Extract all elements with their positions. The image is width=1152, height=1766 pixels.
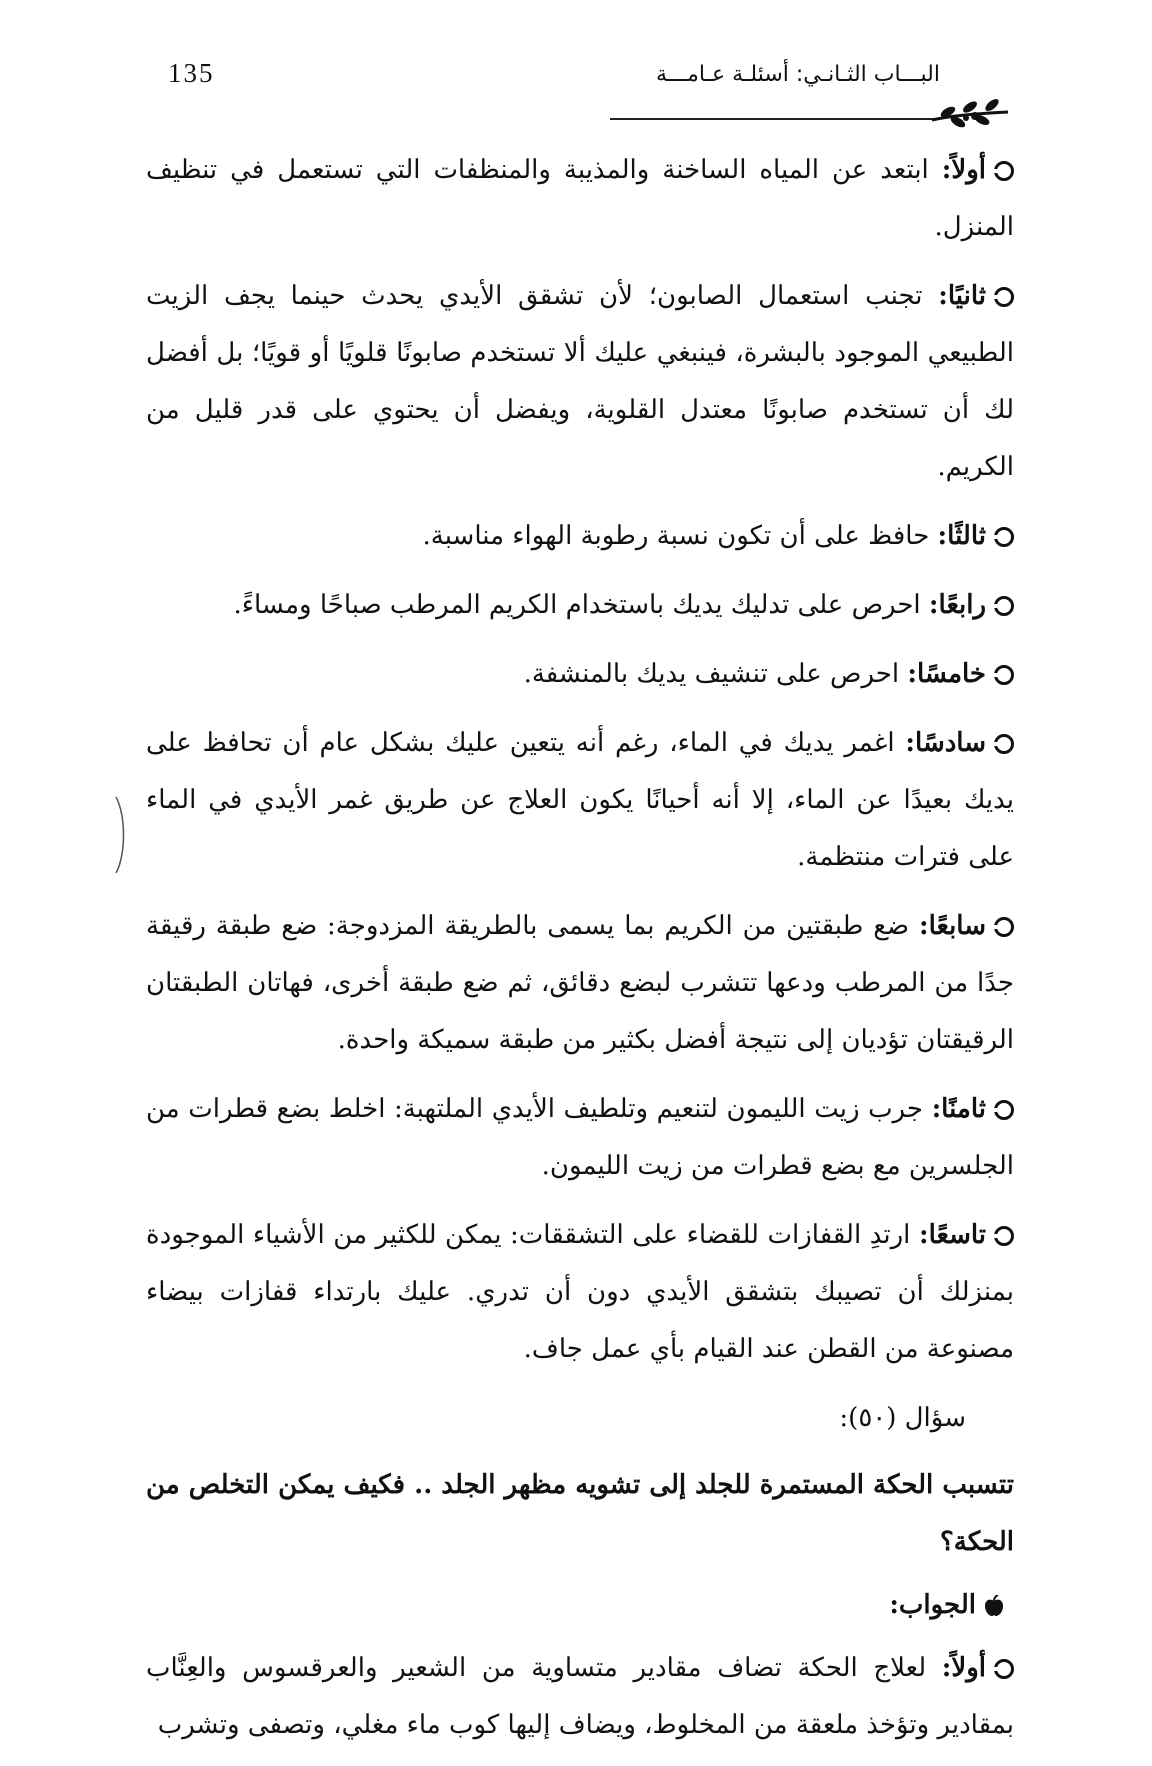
c-bullet-icon [994, 734, 1014, 754]
tip-text: احرص على تدليك يديك باستخدام الكريم المرطب صباحًا ومساءً. [233, 590, 921, 620]
tip-lead: تاسعًا: [919, 1220, 987, 1250]
apple-icon [984, 1595, 1004, 1617]
tip-paragraph [146, 646, 1014, 703]
tip-paragraph [146, 508, 1014, 565]
tip-text: حافظ على أن تكون نسبة رطوبة الهواء مناسبة. [422, 521, 930, 551]
tip-lead: أولاً: [941, 155, 987, 185]
tip-text: ابتعد عن المياه الساخنة والمذيبة والمنظفات التي تستعمل في تنظيف المنزل. [146, 155, 1014, 242]
tip-text: لعلاج الحكة تضاف مقادير متساوية من الشعير والعرقسوس والعِنَّاب بمقادير وتؤخذ ملعقة من المخلوط، ويضاف إليها كوب ماء مغلي، وتصفى وتشرب [146, 1653, 1014, 1740]
c-bullet-icon [994, 161, 1014, 181]
question-label: سؤال (٥٠): [839, 1403, 966, 1433]
c-bullet-icon [994, 527, 1014, 547]
page-content [146, 142, 1014, 1766]
c-bullet-icon [994, 917, 1014, 937]
tips-list-2 [146, 1640, 1014, 1754]
c-bullet-icon [994, 1659, 1014, 1679]
answer-label: الجواب: [889, 1590, 976, 1620]
tip-lead: ثالثًا: [937, 521, 986, 551]
tip-paragraph [146, 898, 1014, 1069]
tip-lead: أولاً: [941, 1653, 986, 1683]
question-text: تتسبب الحكة المستمرة للجلد إلى تشويه مظهر الجلد .. فكيف يمكن التخلص من الحكة؟ [146, 1470, 1014, 1557]
c-bullet-icon [994, 596, 1014, 616]
tip-lead: ثانيًا: [938, 281, 987, 311]
tip-text: اغمر يديك في الماء، رغم أنه يتعين عليك بشكل عام أن تحافظ على يديك بعيدًا عن الماء، إلا أنه أحيانًا يكون العلاج عن طريق غمر الأيدي في الماء على فترات منتظمة. [146, 728, 1014, 872]
tip-lead: سادسًا: [905, 728, 987, 758]
tip-paragraph [146, 1081, 1014, 1195]
tip-paragraph [146, 268, 1014, 496]
tip-text: ارتدِ القفازات للقضاء على التشققات: يمكن للكثير من الأشياء الموجودة بمنزلك أن تصيبك بتشقق الأيدي دون أن تدري. عليك بارتداء قفازات بيضاء مصنوعة من القطن عند القيام بأي عمل جاف. [146, 1220, 1014, 1364]
answer-heading [146, 1577, 1004, 1634]
margin-bracket-mark [112, 795, 132, 875]
tip-text: تجنب استعمال الصابون؛ لأن تشقق الأيدي يحدث حينما يجف الزيت الطبيعي الموجود بالبشرة، فينبغي عليك ألا تستخدم صابونًا قلويًا أو قويًا؛ بل أفضل لك أن تستخدم صابونًا معتدل القلوية، ويفضل أن يحتوي على قدر قليل من الكريم. [146, 281, 1014, 482]
tip-paragraph [146, 1640, 1014, 1754]
c-bullet-icon [994, 287, 1014, 307]
tip-paragraph [146, 142, 1014, 256]
tip-lead: ثامنًا: [931, 1094, 987, 1124]
tip-paragraph [146, 1207, 1014, 1378]
tip-paragraph [146, 715, 1014, 886]
tip-lead: سابعًا: [919, 911, 987, 941]
tip-text: ضع طبقتين من الكريم بما يسمى بالطريقة المزدوجة: ضع طبقة رقيقة جدًا من المرطب ودعها تتشرب لبضع دقائق، ثم ضع طبقة أخرى، فهاتان الطبقتان الرقيقتان تؤديان إلى نتيجة أفضل بكثير من طبقة سميكة واحدة. [146, 911, 1014, 1055]
tip-lead: خامسًا: [907, 659, 986, 689]
c-bullet-icon [994, 1226, 1014, 1246]
tips-list-1 [146, 142, 1014, 1378]
tip-text: احرص على تنشيف يديك بالمنشفة. [523, 659, 900, 689]
c-bullet-icon [994, 665, 1014, 685]
header-rule [610, 118, 940, 120]
tip-lead: رابعًا: [928, 590, 986, 620]
olive-branch-icon [930, 92, 1010, 130]
page-number: 135 [168, 58, 215, 88]
tip-paragraph [146, 577, 1014, 634]
c-bullet-icon [994, 1100, 1014, 1120]
tip-text: جرب زيت الليمون لتنعيم وتلطيف الأيدي الملتهبة: اخلط بضع قطرات من الجلسرين مع بضع قطرات من زيت الليمون. [146, 1094, 1014, 1181]
running-header: البـــاب الثـانـي: أسئلـة عـامـــة [655, 62, 940, 87]
